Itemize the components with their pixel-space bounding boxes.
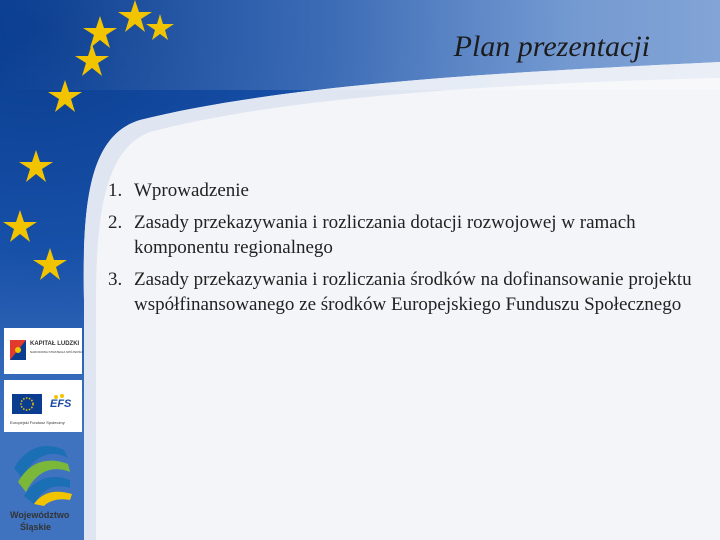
- star-icon: [33, 248, 67, 280]
- kapital-ludzki-logo: [4, 328, 82, 374]
- list-item-text: Zasady przekazywania i rozliczania dotacji rozwojowej w ramach komponentu regionalnego: [134, 212, 636, 258]
- slaskie-logo: [4, 438, 82, 540]
- efs-subtext: Europejski Fundusz Społeczny: [10, 420, 65, 425]
- efs-logo: [4, 380, 82, 432]
- star-icon: [83, 16, 117, 48]
- star-icon: [19, 150, 53, 182]
- list-item-text: Zasady przekazywania i rozliczania środków na dofinansowanie projektu współfinansowanego ze środków Europejskiego Funduszu Społecznego: [134, 269, 692, 315]
- kapital-ludzki-text: KAPITAŁ LUDZKI: [30, 341, 80, 347]
- slide-title: Plan prezentacji: [453, 30, 650, 63]
- star-icon: [48, 80, 82, 112]
- star-icon: [75, 44, 109, 76]
- star-icon: [146, 14, 174, 40]
- list-item-number: 1.: [108, 180, 123, 201]
- star-icon: [118, 0, 152, 32]
- list-item: [108, 210, 708, 260]
- slaskie-text-line2: Śląskie: [20, 522, 52, 532]
- slaskie-text-line1: Województwo: [10, 510, 70, 520]
- list-item-number: 3.: [108, 269, 123, 290]
- list-item-text: Wprowadzenie: [134, 180, 249, 201]
- kapital-ludzki-subtext: NARODOWA STRATEGIA SPÓJNOŚCI: [30, 350, 84, 354]
- list-item: [108, 178, 708, 203]
- agenda-list: [108, 178, 708, 324]
- efs-text: EFS: [50, 398, 72, 410]
- star-icon: [3, 210, 37, 242]
- list-item: [108, 267, 708, 317]
- slaskie-waves-icon: [4, 438, 82, 508]
- list-item-number: 2.: [108, 212, 123, 233]
